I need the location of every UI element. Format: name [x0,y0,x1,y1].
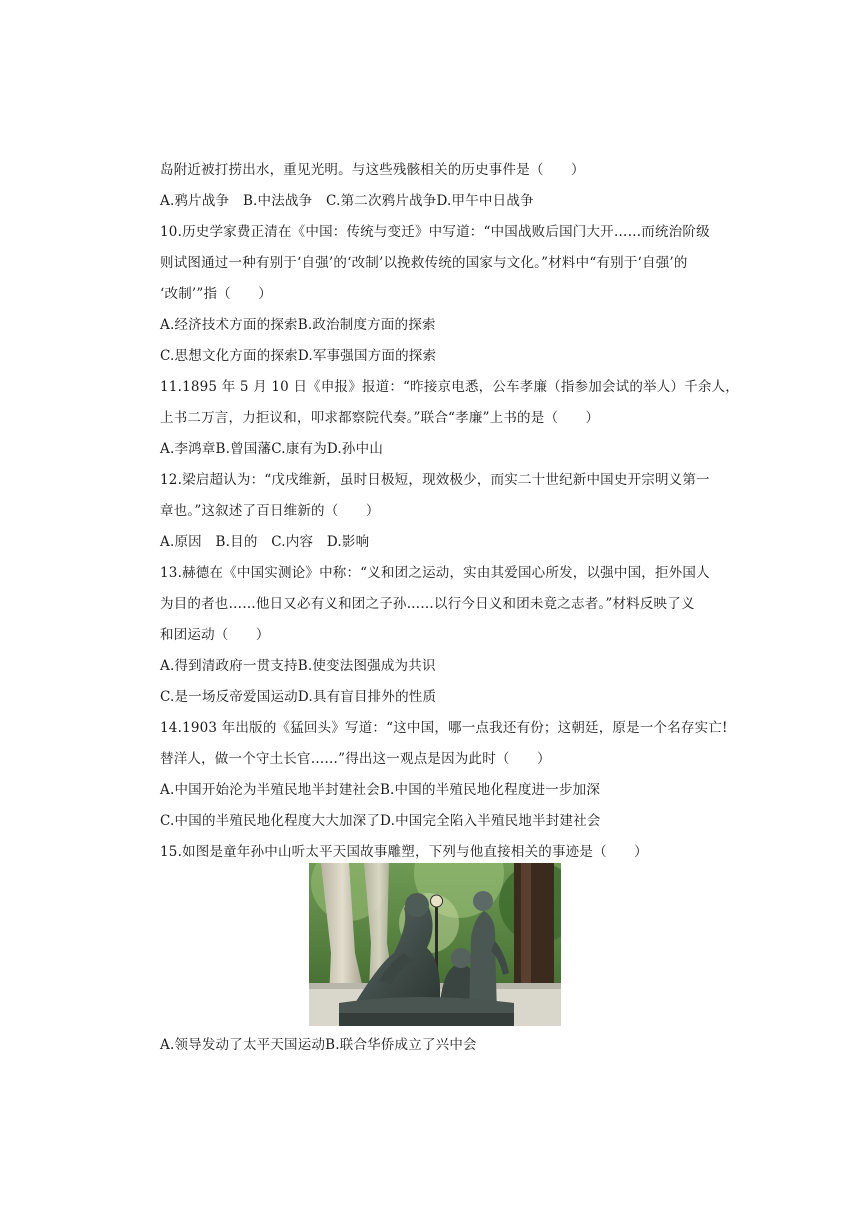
q14-stem-line-1: 14.1903 年出版的《猛回头》写道：“这中国，哪一点我还有份；这朝廷，原是一个名存实亡! [160,720,728,736]
q12-stem-line-2: 章也。”这叙述了百日维新的（ ） [160,503,380,519]
q14-options-ab: A.中国开始沦为半殖民地半封建社会B.中国的半殖民地化程度进一步加深 [160,782,601,798]
q13-options-cd: C.是一场反帝爱国运动D.具有盲目排外的性质 [160,689,437,705]
q9-options: A.鸦片战争 B.中法战争 C.第二次鸦片战争D.甲午中日战争 [160,193,534,209]
q10-options-ab: A.经济技术方面的探索B.政治制度方面的探索 [160,317,436,333]
q15-options-ab: A.领导发动了太平天国运动B.联合华侨成立了兴中会 [160,1037,477,1053]
q14-stem-line-2: 替洋人，做一个守土长官……”得出这一观点是因为此时（ ） [160,751,551,767]
q13-options-ab: A.得到清政府一贯支持B.使变法图强成为共识 [160,658,436,674]
q13-stem-line-1: 13.赫德在《中国实测论》中称：“义和团之运动，实由其爱国心所发，以强中国，拒外国人 [160,565,710,581]
q13-stem-line-3: 和团运动（ ） [160,627,270,643]
q14-options-cd: C.中国的半殖民地化程度大大加深了D.中国完全陷入半殖民地半封建社会 [160,813,601,829]
q11-stem-line-1: 11.1895 年 5 月 10 日《申报》报道：“昨接京电悉，公车孝廉（指参加会试的举人）千余人， [160,379,739,395]
q10-stem-line-2: 则试图通过一种有别于‘自强’的‘改制’以挽救传统的国家与文化。”材料中“有别于‘自强’的 [160,255,688,271]
q12-options: A.原因 B.目的 C.内容 D.影响 [160,534,370,550]
statue-illustration [309,863,561,1026]
q13-stem-line-2: 为目的者也……他日又必有义和团之子孙……以行今日义和团未竟之志者。”材料反映了义 [160,596,695,612]
q9-stem-continuation: 岛附近被打捞出水，重见光明。与这些残骸相关的历史事件是（ ） [160,162,585,178]
q15-stem: 15.如图是童年孙中山听太平天国故事雕塑，下列与他直接相关的事迹是（ ） [160,844,648,860]
q11-options: A.李鸿章B.曾国藩C.康有为D.孙中山 [160,441,384,457]
q10-stem-line-3: ‘改制’”指（ ） [160,286,272,302]
q12-stem-line-1: 12.梁启超认为：“戊戌维新，虽时日极短，现效极少，而实二十世纪新中国史开宗明义第一 [160,472,710,488]
q11-stem-line-2: 上书二万言，力拒议和，叩求都察院代奏。”联合“孝廉”上书的是（ ） [160,410,600,426]
q10-options-cd: C.思想文化方面的探索D.军事强国方面的探索 [160,348,437,364]
sun-yat-sen-statue-photo [309,863,561,1026]
q10-stem-line-1: 10.历史学家费正清在《中国：传统与变迁》中写道：“中国战败后国门大开……而统治阶级 [160,224,710,240]
